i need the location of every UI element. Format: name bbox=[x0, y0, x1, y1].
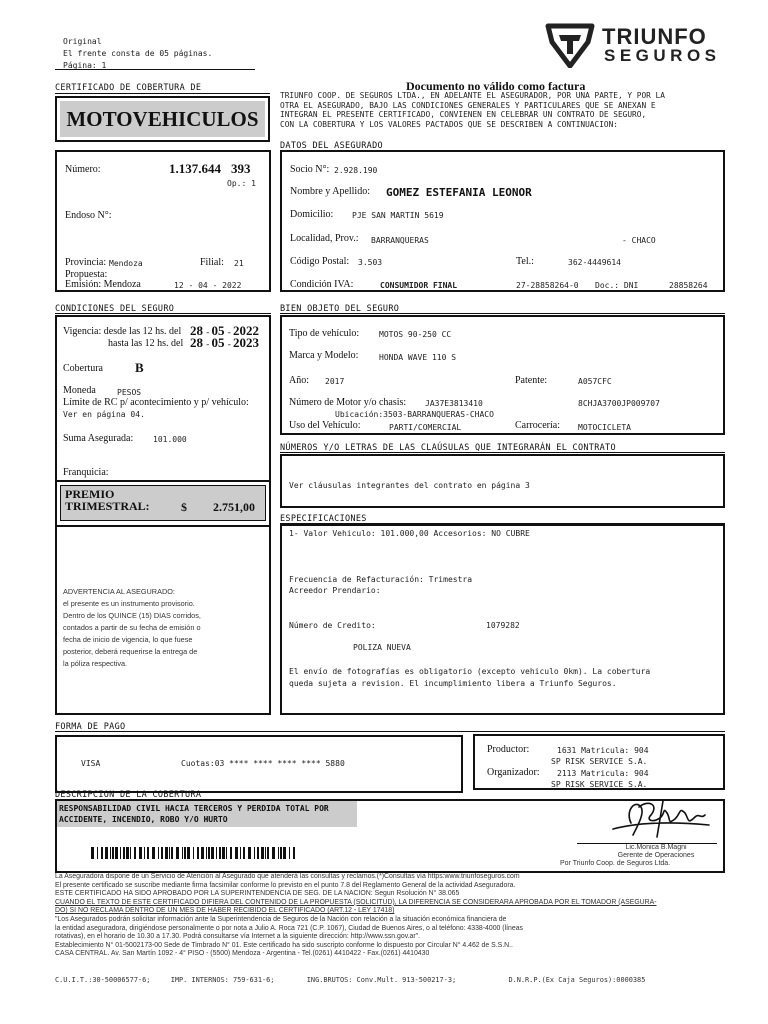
marca-modelo-value: HONDA WAVE 110 S bbox=[379, 353, 457, 362]
provincia-value: Mendoza bbox=[109, 259, 143, 268]
barcode-bar bbox=[126, 847, 129, 859]
patente-label: Patente: bbox=[515, 375, 548, 386]
nombre-label: Nombre y Apellido: bbox=[290, 186, 370, 197]
frecuencia-refacturacion: Frecuencia de Refacturación: Trimestra bbox=[289, 575, 473, 584]
uso-value: PARTI/COMERCIAL bbox=[389, 423, 462, 432]
localidad-label: Localidad, Prov.: bbox=[290, 233, 359, 244]
organizador-value: 2113 Matricula: 904 bbox=[557, 769, 649, 778]
productor-label: Productor: bbox=[487, 744, 530, 755]
vigencia-desde-date: 28 - 05 - 2022 bbox=[190, 323, 259, 338]
logo-triunfo-text: TRIUNFO bbox=[602, 24, 707, 49]
certificado-intro bbox=[280, 91, 665, 129]
barcode-bar bbox=[182, 847, 183, 859]
clausulas-header: NÚMEROS Y/O LETRAS DE LAS CLAÚSULAS QUE INTEGRARÁN EL CONTRATO bbox=[280, 443, 616, 453]
medio-pago: VISA bbox=[81, 759, 101, 768]
poliza-numero-suffix: 393 bbox=[231, 161, 251, 176]
divider bbox=[55, 69, 255, 70]
moneda-value: PESOS bbox=[117, 388, 142, 397]
barcode-bar bbox=[134, 847, 136, 859]
filial-label: Filial: bbox=[200, 257, 224, 268]
barcode-bar bbox=[208, 847, 210, 859]
numero-label: Número: bbox=[65, 164, 101, 175]
premio-label bbox=[65, 488, 150, 512]
condiciones-box bbox=[55, 315, 271, 715]
intro-line: CON LA COBERTURA Y LOS VALORES PACTADOS QUE SE DESCRIBEN A CONTINUACION: bbox=[280, 119, 618, 129]
provincia-label: Provincia: bbox=[65, 257, 107, 268]
acreedor-prendario: Acreedor Prendario: bbox=[289, 586, 381, 595]
bien-header: BIEN OBJETO DEL SEGURO bbox=[280, 304, 400, 314]
anio-value: 2017 bbox=[325, 377, 345, 386]
barcode-bar bbox=[278, 847, 279, 859]
carroceria-value: MOTOCICLETA bbox=[578, 423, 631, 432]
clausulas-box bbox=[280, 454, 725, 508]
ubicacion-value: Ubicación:3503-BARRANQUERAS-CHACO bbox=[335, 410, 494, 419]
codigo-postal-label: Código Postal: bbox=[290, 256, 350, 267]
divider bbox=[55, 93, 270, 94]
logo-seguros-text: SEGUROS bbox=[604, 46, 721, 65]
barcode-bar bbox=[169, 847, 170, 859]
barcode-bar bbox=[101, 847, 103, 859]
divider bbox=[57, 525, 269, 527]
barcode-bar bbox=[176, 847, 179, 859]
footer-tax-ids bbox=[55, 976, 645, 984]
poliza-box bbox=[55, 150, 271, 292]
numero-credito-label: Número de Credito: bbox=[289, 621, 376, 630]
barcode-bar bbox=[165, 847, 168, 859]
barcode-bar bbox=[139, 847, 142, 859]
organizador-name: SP RISK SERVICE S.A. bbox=[551, 780, 648, 789]
productor-value: 1631 Matricula: 904 bbox=[557, 746, 649, 755]
divider bbox=[280, 313, 725, 314]
valor-vehiculo: 1- Valor Vehiculo: 101.000,00 Accesorios: NO CUBRE bbox=[289, 529, 530, 538]
tel-value: 362-4449614 bbox=[568, 258, 621, 267]
footer-line: CUANDO EL TEXTO DE ESTE CERTIFICADO DIFIERA DEL CONTENIDO DE LA PROPUESTA (SOLICITUD), LA DIFERENCIA SE CONSIDERARA APROBADA POR EL TOMADOR (ASEGURA- bbox=[55, 898, 657, 906]
desde-year: 2022 bbox=[233, 323, 259, 338]
hasta-label: hasta las 12 hs. del bbox=[108, 338, 184, 349]
forma-pago-header: FORMA DE PAGO bbox=[55, 722, 126, 732]
barcode-bar bbox=[261, 847, 264, 859]
triunfo-logo bbox=[544, 22, 734, 68]
advertencia-line: ADVERTENCIA AL ASEGURADO: bbox=[63, 587, 175, 596]
forma-pago-box bbox=[55, 735, 463, 793]
poliza-nueva: POLIZA NUEVA bbox=[353, 643, 411, 652]
condicion-iva-value: CONSUMIDOR FINAL bbox=[380, 281, 458, 290]
intro-line: INTEGRAN EL PRESENTE CERTIFICADO, CONVIENEN EN CELEBRAR UN CONTRATO DE SEGURO, bbox=[280, 110, 647, 119]
barcode-bar bbox=[97, 847, 98, 859]
descripcion-line2: ACCIDENTE, INCENDIO, ROBO Y/O HURTO bbox=[59, 815, 228, 824]
hasta-month: 05 bbox=[211, 335, 225, 350]
barcode-bar bbox=[265, 847, 266, 859]
localidad-value: BARRANQUERAS bbox=[371, 236, 429, 245]
certificado-title-box bbox=[55, 96, 270, 142]
barcode-bar bbox=[197, 847, 199, 859]
condiciones-header: CONDICIONES DEL SEGURO bbox=[55, 304, 175, 314]
intro-line: TRIUNFO COOP. DE SEGUROS LTDA., EN ADELANTE EL ASEGURADOR, POR UNA PARTE, Y POR LA bbox=[280, 91, 665, 100]
hasta-day: 28 bbox=[190, 335, 203, 350]
barcode-bar bbox=[211, 847, 214, 859]
premio-label-line1: PREMIO bbox=[65, 487, 115, 501]
signature bbox=[605, 793, 725, 847]
barcode-bar bbox=[222, 847, 225, 859]
desde-month: 05 bbox=[211, 323, 225, 338]
motor-value: JA37E3813410 bbox=[425, 399, 483, 408]
barcode-bar bbox=[105, 847, 108, 859]
limite-rc-value: Ver en página 04. bbox=[63, 410, 145, 419]
cuotas-tarjeta: Cuotas:03 **** **** **** **** 5880 bbox=[181, 759, 345, 768]
barcode-bar bbox=[161, 847, 163, 859]
nota-fotografias: El envío de fotografías es obligatorio (excepto vehiculo 0km). La cobertura bbox=[289, 667, 651, 676]
uso-label: Uso del Vehículo: bbox=[289, 420, 361, 431]
barcode-bar bbox=[91, 847, 94, 859]
meta-pages: El frente consta de 05 páginas. bbox=[63, 49, 213, 58]
dnrp-text: D.N.R.P.(Ex Caja Seguros):0000385 bbox=[508, 976, 646, 984]
especificaciones-header: ESPECIFICACIONES bbox=[280, 514, 367, 524]
meta-original: Original bbox=[63, 37, 102, 46]
suma-asegurada-label: Suma Asegurada: bbox=[63, 433, 134, 444]
barcode-bar bbox=[171, 847, 173, 859]
anio-label: Año: bbox=[289, 375, 309, 386]
hasta-year: 2023 bbox=[233, 335, 259, 350]
especificaciones-box bbox=[280, 524, 725, 715]
advertencia-line: Dentro de los QUINCE (15) DIAS corridos, bbox=[63, 611, 201, 620]
barcode-bar bbox=[240, 847, 241, 859]
firma-org: Por Triunfo Coop. de Seguros Ltda. bbox=[560, 860, 671, 867]
barcode-bar bbox=[120, 847, 121, 859]
filial-value: 21 bbox=[234, 259, 244, 268]
domicilio-label: Domicilio: bbox=[290, 209, 334, 220]
poliza-op: Op.: 1 bbox=[227, 179, 256, 188]
barcode-bar bbox=[110, 847, 111, 859]
descripcion-box bbox=[55, 799, 725, 873]
barcode-bar bbox=[293, 847, 295, 859]
barcode-bar bbox=[226, 847, 227, 859]
barcode-bar bbox=[248, 847, 251, 859]
chasis-value: 8CHJA3700JP009707 bbox=[578, 399, 660, 408]
carroceria-label: Carrocería: bbox=[515, 420, 560, 431]
footer-line: El presente certificado se suscribe mediante firma facsimilar conforme lo previsto en el punto 7.8 del Reglamento General de la actividad Aseguradora. bbox=[55, 881, 516, 889]
barcode-bar bbox=[152, 847, 155, 859]
footer-line: La Aseguradora dispone de un Servicio de Atención al Asegurado que atenderá las consultas y reclamos.(*)Consultas vía https:www.triunfoseguros.com bbox=[55, 873, 520, 880]
numero-credito-value: 1079282 bbox=[486, 621, 520, 630]
descripcion-header: DESCRIPCION DE LA COBERTURA bbox=[55, 790, 202, 800]
franquicia-label: Franquicia: bbox=[63, 467, 109, 478]
certificado-title: MOTOVEHICULOS bbox=[66, 106, 259, 131]
cobertura-label: Cobertura bbox=[63, 363, 103, 374]
barcode-bar bbox=[112, 847, 114, 859]
barcode-bar bbox=[201, 847, 204, 859]
premio-currency: $ bbox=[181, 500, 187, 514]
divider bbox=[55, 731, 725, 732]
barcode-bar bbox=[272, 847, 275, 859]
emision-label: Emisión: Mendoza bbox=[65, 279, 141, 290]
certificado-label: CERTIFICADO DE COBERTURA DE bbox=[55, 83, 202, 93]
provincia-value: - CHACO bbox=[622, 236, 656, 245]
suma-asegurada-value: 101.000 bbox=[153, 435, 187, 444]
barcode-bar bbox=[216, 847, 217, 859]
meta-page-number: Página: 1 bbox=[63, 61, 107, 70]
asegurado-nombre: GOMEZ ESTEFANIA LEONOR bbox=[386, 186, 532, 199]
socio-label: Socio N°: bbox=[290, 164, 330, 175]
cobertura-value: B bbox=[135, 360, 144, 375]
barcode-bar bbox=[193, 847, 194, 859]
descripcion-line1: RESPONSABILIDAD CIVIL HACIA TERCEROS Y PERDIDA TOTAL POR bbox=[59, 804, 329, 813]
poliza-numero: 1.137.644 bbox=[169, 161, 221, 176]
barcode-bar bbox=[219, 847, 221, 859]
barcode-bar bbox=[115, 847, 118, 859]
cuit-value: 27-28858264-0 bbox=[516, 281, 579, 290]
productor-box bbox=[473, 734, 725, 790]
barcode-bar bbox=[123, 847, 125, 859]
barcode-bar bbox=[130, 847, 131, 859]
barcode bbox=[91, 847, 301, 861]
footer-line: la entidad aseguradora, dirigiéndose personalmente o por nota a Julio A. Roca 721 (C.P. 1067), Ciudad de Buenos Aires, o al teléfono: 4338-4000 (líneas bbox=[55, 924, 523, 932]
barcode-bar bbox=[243, 847, 245, 859]
barcode-bar bbox=[235, 847, 238, 859]
divider bbox=[57, 480, 269, 482]
barcode-bar bbox=[230, 847, 232, 859]
barcode-bar bbox=[187, 847, 190, 859]
clausulas-text: Ver cláusulas integrantes del contrato en página 3 bbox=[289, 481, 530, 490]
emision-date: 12 - 04 - 2022 bbox=[174, 281, 242, 290]
barcode-bar bbox=[184, 847, 186, 859]
barcode-bar bbox=[280, 847, 282, 859]
footer-line: Establecimiento N° 01-5002173-00 Sede de Timbrado N° 01. Este certificado ha sido suscripto conforme lo dispuesto por Circular N° 4.462 de S.S.N.. bbox=[55, 941, 513, 949]
footer-line: "Los Asegurados podrán solicitar información ante la Superintendencia de Seguros de la Nación con relación a la situación económica financiera de bbox=[55, 915, 507, 923]
barcode-bar bbox=[283, 847, 286, 859]
barcode-bar bbox=[257, 847, 259, 859]
barcode-bar bbox=[158, 847, 159, 859]
barcode-bar bbox=[144, 847, 145, 859]
datos-asegurado-header: DATOS DEL ASEGURADO bbox=[280, 141, 383, 151]
intro-line: OTRA EL ASEGURADO, BAJO LAS CONDICIONES GENERALES Y PARTICULARES QUE SE ANEXAN E bbox=[280, 100, 656, 110]
propuesta-label: Propuesta: bbox=[65, 269, 108, 280]
condicion-iva-label: Condición IVA: bbox=[290, 279, 354, 290]
tipo-vehiculo-label: Tipo de vehículo: bbox=[289, 328, 360, 339]
productor-name: SP RISK SERVICE S.A. bbox=[551, 757, 648, 766]
asegurado-box bbox=[280, 150, 725, 292]
barcode-bar bbox=[289, 847, 290, 859]
brutos-text: ING.BRUTOS: Conv.Mult. 913-500217-3; bbox=[306, 976, 457, 984]
codigo-postal-value: 3.503 bbox=[358, 258, 383, 267]
domicilio-value: PJE SAN MARTIN 5619 bbox=[352, 211, 444, 220]
advertencia-text bbox=[63, 586, 201, 670]
barcode-bar bbox=[147, 847, 149, 859]
marca-modelo-label: Marca y Modelo: bbox=[289, 350, 359, 361]
vigencia-label: Vigencia: desde las 12 hs. del bbox=[63, 326, 182, 337]
barcode-bar bbox=[254, 847, 255, 859]
doc-label: Doc.: DNI bbox=[595, 281, 639, 290]
advertencia-line: la póliza respectiva. bbox=[63, 659, 128, 668]
advertencia-line: fecha de inicio de vigencia, lo que fuese bbox=[63, 635, 193, 644]
footer-legal bbox=[55, 873, 657, 959]
cuit-text: C.U.I.T.:30-50006577-6; bbox=[55, 976, 151, 984]
advertencia-line: posterior, deberá requerirse la entrega de bbox=[63, 647, 198, 656]
advertencia-line: el presente es un instrumento provisorio. bbox=[63, 599, 195, 608]
bien-box bbox=[280, 315, 725, 435]
page-meta bbox=[63, 36, 212, 72]
advertencia-line: contados a partir de su fecha de emisión o bbox=[63, 623, 201, 632]
organizador-label: Organizador: bbox=[487, 767, 540, 778]
footer-line: CASA CENTRAL. Av. San Martín 1092 - 4° PISO - (5500) Mendoza - Argentina - Tel.(0261) 4410422 - Fax.(0261) 4410430 bbox=[55, 950, 430, 958]
vigencia-hasta-date: 28 - 05 - 2023 bbox=[190, 335, 259, 350]
divider bbox=[280, 452, 725, 453]
limite-rc-label: Límite de RC p/ acontecimiento y p/ vehículo: bbox=[63, 397, 249, 408]
divider bbox=[55, 313, 271, 314]
barcode-bar bbox=[267, 847, 269, 859]
endoso-label: Endoso N°: bbox=[65, 210, 112, 221]
footer-line: ESTE CERTIFICADO HA SIDO APROBADO POR LA SUPERINTENDENCIA DE SEG. DE LA NACION: Segun Rsolución N° 38.065 bbox=[55, 890, 460, 898]
footer-line: rotativas), en el horario de 10.30 a 17.30. Podrá consultarse vía Internet a la siguiente dirección: http://www.ssn.gov.ar". bbox=[55, 933, 421, 941]
firma-name: Lic.Monica B.Magni bbox=[625, 844, 687, 851]
nota-revision: queda sujeta a revision. El incumplimiento libera a Triunfo Seguros. bbox=[289, 679, 617, 688]
motor-chasis-label: Número de Motor y/o chasis: bbox=[289, 397, 407, 408]
premio-label-line2: TRIMESTRAL: bbox=[65, 499, 150, 513]
premio-box bbox=[60, 485, 266, 521]
footer-line: DO) SI NO RECLAMA DENTRO DE UN MES DE HABER RECIBIDO EL CERTIFICADO (ART.12 - LEY 17418) bbox=[55, 907, 395, 915]
internos-text: IMP. INTERNOS: 759-631-6; bbox=[170, 976, 275, 984]
firma-block bbox=[601, 844, 711, 860]
desde-day: 28 bbox=[190, 323, 203, 338]
premio-amount: 2.751,00 bbox=[213, 500, 255, 514]
socio-value: 2.928.190 bbox=[334, 166, 378, 175]
tel-label: Tel.: bbox=[516, 256, 534, 267]
barcode-bar bbox=[206, 847, 207, 859]
firma-role: Gerente de Operaciones bbox=[617, 852, 695, 859]
not-invoice-notice: Documento no válido como factura bbox=[406, 79, 586, 93]
patente-value: A057CFC bbox=[578, 377, 612, 386]
tipo-vehiculo-value: MOTOS 90-250 CC bbox=[379, 330, 452, 339]
doc-value: 28858264 bbox=[669, 281, 708, 290]
triunfo-shield-icon bbox=[544, 22, 596, 68]
moneda-label: Moneda bbox=[63, 385, 96, 396]
